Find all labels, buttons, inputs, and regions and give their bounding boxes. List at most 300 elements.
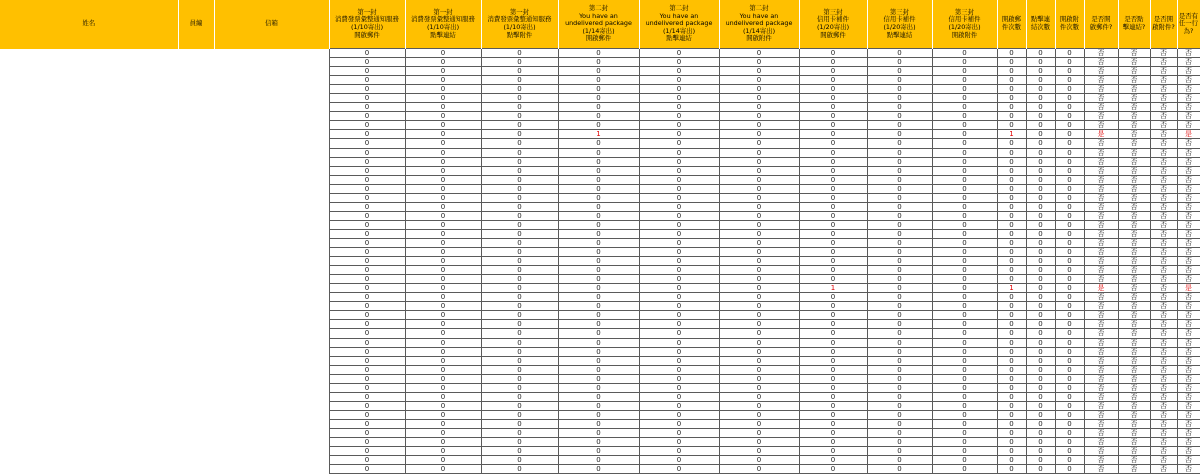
blank-cell[interactable] bbox=[0, 266, 178, 275]
count-cell[interactable]: 0 bbox=[481, 438, 558, 447]
count-cell[interactable]: 0 bbox=[799, 202, 867, 211]
count-cell[interactable]: 0 bbox=[481, 211, 558, 220]
flag-cell[interactable]: 否 bbox=[1150, 130, 1177, 139]
count-cell[interactable]: 0 bbox=[481, 374, 558, 383]
count-cell[interactable]: 0 bbox=[932, 311, 997, 320]
count-cell[interactable]: 0 bbox=[405, 238, 481, 247]
count-cell[interactable]: 0 bbox=[997, 139, 1026, 148]
count-cell[interactable]: 0 bbox=[719, 401, 799, 410]
count-cell[interactable]: 0 bbox=[405, 229, 481, 238]
count-cell[interactable]: 0 bbox=[329, 428, 405, 437]
count-cell[interactable]: 0 bbox=[799, 94, 867, 103]
count-cell[interactable]: 0 bbox=[799, 229, 867, 238]
count-cell[interactable]: 0 bbox=[329, 67, 405, 76]
flag-cell[interactable]: 否 bbox=[1084, 85, 1118, 94]
count-cell[interactable]: 0 bbox=[405, 356, 481, 365]
blank-cell[interactable] bbox=[0, 410, 178, 419]
count-cell[interactable]: 0 bbox=[481, 202, 558, 211]
flag-cell[interactable]: 否 bbox=[1118, 211, 1150, 220]
blank-cell[interactable] bbox=[214, 229, 329, 238]
blank-cell[interactable] bbox=[178, 383, 214, 392]
count-cell[interactable]: 0 bbox=[405, 275, 481, 284]
flag-cell[interactable]: 否 bbox=[1177, 401, 1200, 410]
flag-cell[interactable]: 否 bbox=[1150, 447, 1177, 456]
count-cell[interactable]: 0 bbox=[867, 447, 932, 456]
flag-cell[interactable]: 否 bbox=[1177, 383, 1200, 392]
count-cell[interactable]: 0 bbox=[867, 229, 932, 238]
flag-cell[interactable]: 否 bbox=[1177, 229, 1200, 238]
count-cell[interactable]: 0 bbox=[867, 338, 932, 347]
flag-cell[interactable]: 否 bbox=[1118, 49, 1150, 58]
count-cell[interactable]: 0 bbox=[932, 58, 997, 67]
count-cell[interactable]: 0 bbox=[481, 58, 558, 67]
flag-cell[interactable]: 否 bbox=[1177, 356, 1200, 365]
blank-cell[interactable] bbox=[0, 338, 178, 347]
count-cell[interactable]: 0 bbox=[329, 438, 405, 447]
flag-cell[interactable]: 否 bbox=[1118, 465, 1150, 474]
blank-cell[interactable] bbox=[214, 157, 329, 166]
count-cell[interactable]: 0 bbox=[1026, 220, 1055, 229]
flag-cell[interactable]: 否 bbox=[1177, 94, 1200, 103]
count-cell[interactable]: 0 bbox=[719, 148, 799, 157]
blank-cell[interactable] bbox=[178, 112, 214, 121]
flag-cell[interactable]: 否 bbox=[1177, 438, 1200, 447]
flag-cell[interactable]: 否 bbox=[1150, 94, 1177, 103]
count-cell[interactable]: 0 bbox=[1055, 320, 1084, 329]
count-cell[interactable]: 0 bbox=[1055, 383, 1084, 392]
flag-cell[interactable]: 否 bbox=[1084, 112, 1118, 121]
count-cell[interactable]: 0 bbox=[1026, 229, 1055, 238]
count-cell[interactable]: 0 bbox=[481, 257, 558, 266]
count-cell[interactable]: 0 bbox=[329, 293, 405, 302]
count-cell[interactable]: 1 bbox=[997, 130, 1026, 139]
blank-cell[interactable] bbox=[178, 220, 214, 229]
count-cell[interactable]: 0 bbox=[405, 67, 481, 76]
count-cell[interactable]: 0 bbox=[867, 401, 932, 410]
count-cell[interactable]: 0 bbox=[639, 130, 719, 139]
flag-cell[interactable]: 否 bbox=[1177, 58, 1200, 67]
count-cell[interactable]: 0 bbox=[932, 456, 997, 465]
count-cell[interactable]: 0 bbox=[405, 94, 481, 103]
count-cell[interactable]: 0 bbox=[405, 365, 481, 374]
blank-cell[interactable] bbox=[178, 284, 214, 293]
flag-cell[interactable]: 否 bbox=[1150, 166, 1177, 175]
count-cell[interactable]: 0 bbox=[329, 85, 405, 94]
count-cell[interactable]: 0 bbox=[932, 166, 997, 175]
count-cell[interactable]: 0 bbox=[481, 220, 558, 229]
count-cell[interactable]: 0 bbox=[799, 293, 867, 302]
count-cell[interactable]: 0 bbox=[1055, 130, 1084, 139]
count-cell[interactable]: 0 bbox=[997, 67, 1026, 76]
count-cell[interactable]: 0 bbox=[1026, 166, 1055, 175]
count-cell[interactable]: 0 bbox=[997, 447, 1026, 456]
blank-cell[interactable] bbox=[0, 428, 178, 437]
blank-cell[interactable] bbox=[214, 284, 329, 293]
count-cell[interactable]: 0 bbox=[867, 456, 932, 465]
blank-cell[interactable] bbox=[178, 410, 214, 419]
count-cell[interactable]: 0 bbox=[1055, 67, 1084, 76]
blank-cell[interactable] bbox=[178, 392, 214, 401]
count-cell[interactable]: 0 bbox=[932, 257, 997, 266]
blank-cell[interactable] bbox=[214, 121, 329, 130]
count-cell[interactable]: 0 bbox=[719, 447, 799, 456]
count-cell[interactable]: 0 bbox=[867, 320, 932, 329]
count-cell[interactable]: 0 bbox=[1055, 248, 1084, 257]
flag-cell[interactable]: 否 bbox=[1177, 238, 1200, 247]
flag-cell[interactable]: 否 bbox=[1084, 275, 1118, 284]
blank-cell[interactable] bbox=[214, 238, 329, 247]
count-cell[interactable]: 0 bbox=[481, 184, 558, 193]
count-cell[interactable]: 0 bbox=[867, 356, 932, 365]
flag-cell[interactable]: 否 bbox=[1150, 49, 1177, 58]
flag-cell[interactable]: 否 bbox=[1150, 302, 1177, 311]
count-cell[interactable]: 0 bbox=[1026, 347, 1055, 356]
count-cell[interactable]: 0 bbox=[867, 302, 932, 311]
count-cell[interactable]: 0 bbox=[932, 266, 997, 275]
count-cell[interactable]: 0 bbox=[799, 248, 867, 257]
flag-cell[interactable]: 否 bbox=[1150, 320, 1177, 329]
blank-cell[interactable] bbox=[0, 58, 178, 67]
count-cell[interactable]: 0 bbox=[997, 356, 1026, 365]
count-cell[interactable]: 0 bbox=[1026, 329, 1055, 338]
count-cell[interactable]: 0 bbox=[1026, 383, 1055, 392]
count-cell[interactable]: 0 bbox=[932, 130, 997, 139]
count-cell[interactable]: 0 bbox=[997, 311, 1026, 320]
count-cell[interactable]: 0 bbox=[558, 275, 639, 284]
blank-cell[interactable] bbox=[0, 419, 178, 428]
count-cell[interactable]: 0 bbox=[867, 157, 932, 166]
count-cell[interactable]: 0 bbox=[639, 284, 719, 293]
count-cell[interactable]: 0 bbox=[719, 211, 799, 220]
count-cell[interactable]: 0 bbox=[639, 293, 719, 302]
count-cell[interactable]: 0 bbox=[1055, 112, 1084, 121]
count-cell[interactable]: 0 bbox=[1055, 302, 1084, 311]
count-cell[interactable]: 0 bbox=[799, 447, 867, 456]
flag-cell[interactable]: 否 bbox=[1177, 447, 1200, 456]
count-cell[interactable]: 0 bbox=[329, 410, 405, 419]
count-cell[interactable]: 0 bbox=[997, 320, 1026, 329]
count-cell[interactable]: 0 bbox=[329, 130, 405, 139]
count-cell[interactable]: 0 bbox=[719, 266, 799, 275]
count-cell[interactable]: 0 bbox=[558, 193, 639, 202]
count-cell[interactable]: 0 bbox=[1026, 410, 1055, 419]
count-cell[interactable]: 0 bbox=[867, 148, 932, 157]
count-cell[interactable]: 0 bbox=[997, 383, 1026, 392]
count-cell[interactable]: 0 bbox=[719, 383, 799, 392]
count-cell[interactable]: 0 bbox=[799, 428, 867, 437]
blank-cell[interactable] bbox=[178, 338, 214, 347]
blank-cell[interactable] bbox=[214, 166, 329, 175]
flag-cell[interactable]: 是 bbox=[1084, 130, 1118, 139]
count-cell[interactable]: 0 bbox=[481, 284, 558, 293]
count-cell[interactable]: 0 bbox=[719, 94, 799, 103]
count-cell[interactable]: 0 bbox=[997, 347, 1026, 356]
blank-cell[interactable] bbox=[214, 94, 329, 103]
count-cell[interactable]: 0 bbox=[1026, 311, 1055, 320]
count-cell[interactable]: 0 bbox=[1055, 419, 1084, 428]
count-cell[interactable]: 0 bbox=[997, 112, 1026, 121]
count-cell[interactable]: 0 bbox=[329, 347, 405, 356]
count-cell[interactable]: 0 bbox=[719, 365, 799, 374]
count-cell[interactable]: 0 bbox=[1055, 438, 1084, 447]
count-cell[interactable]: 0 bbox=[799, 275, 867, 284]
flag-cell[interactable]: 否 bbox=[1177, 293, 1200, 302]
blank-cell[interactable] bbox=[178, 438, 214, 447]
count-cell[interactable]: 0 bbox=[405, 302, 481, 311]
flag-cell[interactable]: 否 bbox=[1150, 392, 1177, 401]
count-cell[interactable]: 0 bbox=[1055, 275, 1084, 284]
count-cell[interactable]: 0 bbox=[1055, 121, 1084, 130]
blank-cell[interactable] bbox=[0, 248, 178, 257]
count-cell[interactable]: 0 bbox=[558, 374, 639, 383]
count-cell[interactable]: 0 bbox=[1026, 211, 1055, 220]
flag-cell[interactable]: 否 bbox=[1118, 121, 1150, 130]
count-cell[interactable]: 0 bbox=[329, 193, 405, 202]
flag-cell[interactable]: 否 bbox=[1150, 157, 1177, 166]
count-cell[interactable]: 0 bbox=[481, 338, 558, 347]
count-cell[interactable]: 0 bbox=[639, 238, 719, 247]
count-cell[interactable]: 0 bbox=[558, 419, 639, 428]
flag-cell[interactable]: 否 bbox=[1084, 184, 1118, 193]
flag-cell[interactable]: 否 bbox=[1084, 139, 1118, 148]
column-header-email[interactable] bbox=[214, 0, 329, 49]
count-cell[interactable]: 0 bbox=[329, 112, 405, 121]
count-cell[interactable]: 0 bbox=[1026, 130, 1055, 139]
count-cell[interactable]: 0 bbox=[558, 302, 639, 311]
count-cell[interactable]: 0 bbox=[997, 148, 1026, 157]
count-cell[interactable]: 0 bbox=[799, 193, 867, 202]
flag-cell[interactable]: 否 bbox=[1084, 438, 1118, 447]
count-cell[interactable]: 0 bbox=[867, 85, 932, 94]
count-cell[interactable]: 0 bbox=[799, 374, 867, 383]
count-cell[interactable]: 0 bbox=[481, 49, 558, 58]
count-cell[interactable]: 0 bbox=[329, 365, 405, 374]
count-cell[interactable]: 0 bbox=[997, 49, 1026, 58]
count-cell[interactable]: 0 bbox=[932, 184, 997, 193]
count-cell[interactable]: 0 bbox=[1026, 238, 1055, 247]
count-cell[interactable]: 0 bbox=[481, 67, 558, 76]
count-cell[interactable]: 0 bbox=[405, 76, 481, 85]
count-cell[interactable]: 0 bbox=[932, 229, 997, 238]
count-cell[interactable]: 0 bbox=[329, 338, 405, 347]
count-cell[interactable]: 0 bbox=[405, 456, 481, 465]
count-cell[interactable]: 0 bbox=[329, 103, 405, 112]
flag-cell[interactable]: 否 bbox=[1150, 410, 1177, 419]
count-cell[interactable]: 0 bbox=[1026, 293, 1055, 302]
count-cell[interactable]: 0 bbox=[405, 410, 481, 419]
count-cell[interactable]: 0 bbox=[1055, 356, 1084, 365]
count-cell[interactable]: 0 bbox=[997, 374, 1026, 383]
flag-cell[interactable]: 否 bbox=[1084, 229, 1118, 238]
flag-cell[interactable]: 否 bbox=[1118, 166, 1150, 175]
count-cell[interactable]: 0 bbox=[481, 347, 558, 356]
count-cell[interactable]: 0 bbox=[997, 175, 1026, 184]
count-cell[interactable]: 0 bbox=[867, 392, 932, 401]
count-cell[interactable]: 0 bbox=[997, 85, 1026, 94]
count-cell[interactable]: 0 bbox=[405, 202, 481, 211]
count-cell[interactable]: 0 bbox=[329, 220, 405, 229]
blank-cell[interactable] bbox=[0, 447, 178, 456]
flag-cell[interactable]: 否 bbox=[1084, 456, 1118, 465]
blank-cell[interactable] bbox=[178, 148, 214, 157]
blank-cell[interactable] bbox=[214, 275, 329, 284]
flag-cell[interactable]: 否 bbox=[1084, 49, 1118, 58]
count-cell[interactable]: 0 bbox=[639, 410, 719, 419]
count-cell[interactable]: 0 bbox=[558, 85, 639, 94]
blank-cell[interactable] bbox=[0, 356, 178, 365]
flag-cell[interactable]: 否 bbox=[1150, 465, 1177, 474]
flag-cell[interactable]: 否 bbox=[1177, 76, 1200, 85]
flag-cell[interactable]: 否 bbox=[1150, 211, 1177, 220]
count-cell[interactable]: 0 bbox=[799, 76, 867, 85]
count-cell[interactable]: 0 bbox=[405, 401, 481, 410]
count-cell[interactable]: 0 bbox=[329, 465, 405, 474]
count-cell[interactable]: 1 bbox=[558, 130, 639, 139]
blank-cell[interactable] bbox=[214, 266, 329, 275]
count-cell[interactable]: 0 bbox=[799, 456, 867, 465]
count-cell[interactable]: 0 bbox=[329, 229, 405, 238]
count-cell[interactable]: 0 bbox=[932, 157, 997, 166]
count-cell[interactable]: 0 bbox=[481, 175, 558, 184]
column-header-c9[interactable] bbox=[932, 0, 997, 49]
count-cell[interactable]: 0 bbox=[639, 58, 719, 67]
count-cell[interactable]: 0 bbox=[719, 293, 799, 302]
column-header-q1[interactable] bbox=[1084, 0, 1118, 49]
blank-cell[interactable] bbox=[0, 284, 178, 293]
blank-cell[interactable] bbox=[214, 175, 329, 184]
count-cell[interactable]: 0 bbox=[558, 356, 639, 365]
blank-cell[interactable] bbox=[0, 94, 178, 103]
flag-cell[interactable]: 否 bbox=[1177, 175, 1200, 184]
flag-cell[interactable]: 否 bbox=[1177, 112, 1200, 121]
blank-cell[interactable] bbox=[178, 193, 214, 202]
count-cell[interactable]: 0 bbox=[799, 338, 867, 347]
blank-cell[interactable] bbox=[178, 428, 214, 437]
flag-cell[interactable]: 是 bbox=[1177, 284, 1200, 293]
count-cell[interactable]: 0 bbox=[558, 229, 639, 238]
blank-cell[interactable] bbox=[214, 67, 329, 76]
count-cell[interactable]: 0 bbox=[932, 193, 997, 202]
blank-cell[interactable] bbox=[214, 465, 329, 474]
count-cell[interactable]: 0 bbox=[558, 175, 639, 184]
count-cell[interactable]: 0 bbox=[405, 49, 481, 58]
flag-cell[interactable]: 否 bbox=[1118, 293, 1150, 302]
count-cell[interactable]: 0 bbox=[1055, 175, 1084, 184]
count-cell[interactable]: 0 bbox=[1055, 257, 1084, 266]
count-cell[interactable]: 0 bbox=[932, 121, 997, 130]
count-cell[interactable]: 0 bbox=[799, 311, 867, 320]
count-cell[interactable]: 0 bbox=[1026, 103, 1055, 112]
count-cell[interactable]: 0 bbox=[867, 410, 932, 419]
count-cell[interactable]: 0 bbox=[481, 392, 558, 401]
blank-cell[interactable] bbox=[214, 76, 329, 85]
blank-cell[interactable] bbox=[0, 85, 178, 94]
blank-cell[interactable] bbox=[178, 211, 214, 220]
count-cell[interactable]: 0 bbox=[997, 193, 1026, 202]
count-cell[interactable]: 0 bbox=[1026, 465, 1055, 474]
count-cell[interactable]: 0 bbox=[329, 392, 405, 401]
count-cell[interactable]: 0 bbox=[1026, 139, 1055, 148]
count-cell[interactable]: 0 bbox=[558, 365, 639, 374]
count-cell[interactable]: 0 bbox=[558, 184, 639, 193]
count-cell[interactable]: 0 bbox=[867, 465, 932, 474]
count-cell[interactable]: 0 bbox=[639, 320, 719, 329]
count-cell[interactable]: 0 bbox=[997, 392, 1026, 401]
count-cell[interactable]: 0 bbox=[867, 220, 932, 229]
count-cell[interactable]: 0 bbox=[639, 103, 719, 112]
count-cell[interactable]: 0 bbox=[719, 248, 799, 257]
count-cell[interactable]: 0 bbox=[639, 175, 719, 184]
count-cell[interactable]: 0 bbox=[1026, 284, 1055, 293]
flag-cell[interactable]: 否 bbox=[1150, 238, 1177, 247]
count-cell[interactable]: 0 bbox=[932, 465, 997, 474]
column-header-c6[interactable] bbox=[719, 0, 799, 49]
count-cell[interactable]: 0 bbox=[639, 275, 719, 284]
count-cell[interactable]: 0 bbox=[558, 58, 639, 67]
count-cell[interactable]: 0 bbox=[1055, 166, 1084, 175]
count-cell[interactable]: 0 bbox=[932, 365, 997, 374]
count-cell[interactable]: 0 bbox=[997, 293, 1026, 302]
count-cell[interactable]: 0 bbox=[932, 438, 997, 447]
count-cell[interactable]: 0 bbox=[719, 130, 799, 139]
count-cell[interactable]: 0 bbox=[867, 67, 932, 76]
count-cell[interactable]: 0 bbox=[719, 175, 799, 184]
flag-cell[interactable]: 否 bbox=[1177, 49, 1200, 58]
count-cell[interactable]: 0 bbox=[481, 401, 558, 410]
count-cell[interactable]: 0 bbox=[932, 338, 997, 347]
count-cell[interactable]: 0 bbox=[799, 266, 867, 275]
blank-cell[interactable] bbox=[178, 257, 214, 266]
blank-cell[interactable] bbox=[178, 58, 214, 67]
column-header-c1[interactable] bbox=[329, 0, 405, 49]
blank-cell[interactable] bbox=[0, 365, 178, 374]
flag-cell[interactable]: 否 bbox=[1118, 410, 1150, 419]
count-cell[interactable]: 0 bbox=[405, 320, 481, 329]
count-cell[interactable]: 0 bbox=[719, 220, 799, 229]
count-cell[interactable]: 0 bbox=[481, 465, 558, 474]
count-cell[interactable]: 0 bbox=[932, 428, 997, 437]
count-cell[interactable]: 0 bbox=[405, 139, 481, 148]
count-cell[interactable]: 0 bbox=[932, 248, 997, 257]
count-cell[interactable]: 0 bbox=[405, 338, 481, 347]
flag-cell[interactable]: 否 bbox=[1177, 311, 1200, 320]
count-cell[interactable]: 0 bbox=[799, 392, 867, 401]
count-cell[interactable]: 0 bbox=[405, 248, 481, 257]
count-cell[interactable]: 0 bbox=[1026, 193, 1055, 202]
blank-cell[interactable] bbox=[178, 94, 214, 103]
count-cell[interactable]: 0 bbox=[1026, 365, 1055, 374]
column-header-s1[interactable] bbox=[997, 0, 1026, 49]
count-cell[interactable]: 0 bbox=[932, 220, 997, 229]
count-cell[interactable]: 0 bbox=[719, 202, 799, 211]
count-cell[interactable]: 0 bbox=[1026, 58, 1055, 67]
count-cell[interactable]: 0 bbox=[558, 202, 639, 211]
blank-cell[interactable] bbox=[178, 238, 214, 247]
count-cell[interactable]: 0 bbox=[867, 103, 932, 112]
flag-cell[interactable]: 否 bbox=[1177, 302, 1200, 311]
flag-cell[interactable]: 否 bbox=[1084, 302, 1118, 311]
count-cell[interactable]: 0 bbox=[932, 94, 997, 103]
blank-cell[interactable] bbox=[0, 456, 178, 465]
count-cell[interactable]: 0 bbox=[932, 76, 997, 85]
flag-cell[interactable]: 否 bbox=[1118, 401, 1150, 410]
count-cell[interactable]: 0 bbox=[932, 139, 997, 148]
count-cell[interactable]: 0 bbox=[329, 211, 405, 220]
count-cell[interactable]: 0 bbox=[1026, 266, 1055, 275]
column-header-c2[interactable] bbox=[405, 0, 481, 49]
count-cell[interactable]: 0 bbox=[329, 383, 405, 392]
count-cell[interactable]: 0 bbox=[558, 456, 639, 465]
